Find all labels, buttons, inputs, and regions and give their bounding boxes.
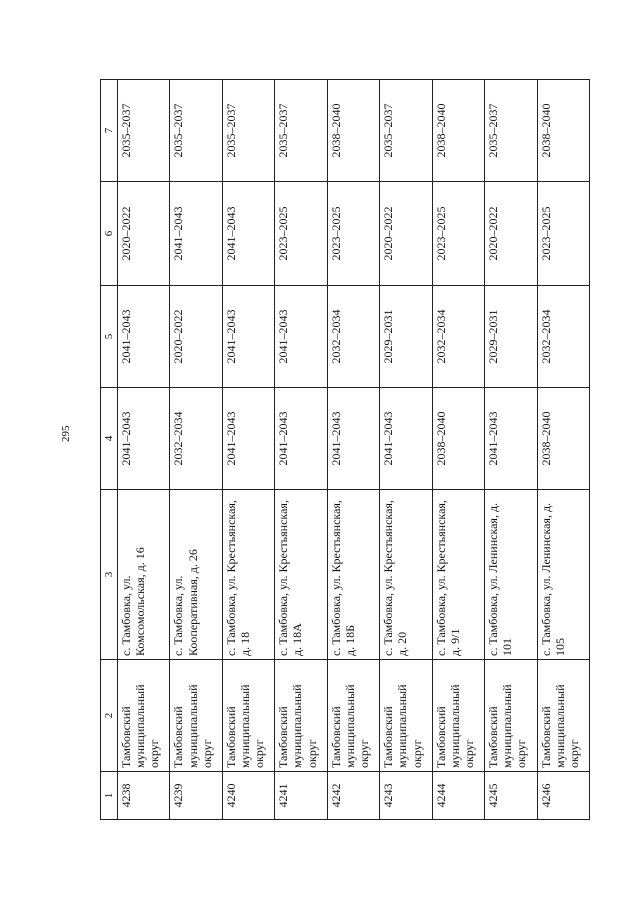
- period-cell: 2023–2025: [537, 182, 590, 286]
- table-row: [118, 80, 170, 820]
- address-cell: с. Тамбовка, ул. Крестьянская, д. 9/1: [432, 490, 484, 660]
- period-cell: 2038–2040: [432, 80, 484, 182]
- period-cell: 2041–2043: [485, 388, 537, 490]
- period-cell: 2041–2043: [327, 388, 379, 490]
- row-number: 4242: [327, 772, 379, 820]
- period-cell: 2029–2031: [380, 286, 432, 388]
- column-header: 2: [101, 660, 118, 772]
- period-cell: 2035–2037: [380, 80, 432, 182]
- period-cell: 2038–2040: [327, 80, 379, 182]
- period-cell: 2023–2025: [432, 182, 484, 286]
- period-cell: 2032–2034: [537, 286, 590, 388]
- period-cell: 2032–2034: [170, 388, 222, 490]
- schedule-table: [100, 79, 590, 820]
- table-row: [537, 80, 590, 820]
- period-cell: 2035–2037: [485, 80, 537, 182]
- period-cell: 2029–2031: [485, 286, 537, 388]
- district-cell: Тамбовский муниципальный округ: [380, 660, 432, 772]
- period-cell: 2038–2040: [537, 388, 590, 490]
- table-row: [432, 80, 484, 820]
- row-number: 4239: [170, 772, 222, 820]
- column-header: 6: [101, 182, 118, 286]
- address-cell: с. Тамбовка, ул. Кооперативная, д. 26: [170, 490, 222, 660]
- column-header: 7: [101, 80, 118, 182]
- address-cell: с. Тамбовка, ул. Крестьянская, д. 18: [222, 490, 274, 660]
- row-number: 4240: [222, 772, 274, 820]
- period-cell: 2041–2043: [170, 182, 222, 286]
- period-cell: 2020–2022: [170, 286, 222, 388]
- district-cell: Тамбовский муниципальный округ: [432, 660, 484, 772]
- column-header: 4: [101, 388, 118, 490]
- period-cell: 2035–2037: [170, 80, 222, 182]
- period-cell: 2038–2040: [432, 388, 484, 490]
- period-cell: 2041–2043: [275, 388, 327, 490]
- address-cell: с. Тамбовка, ул. Ленинская, д. 105: [537, 490, 590, 660]
- period-cell: 2035–2037: [222, 80, 274, 182]
- district-cell: Тамбовский муниципальный округ: [485, 660, 537, 772]
- period-cell: 2041–2043: [118, 286, 170, 388]
- period-cell: 2023–2025: [327, 182, 379, 286]
- period-cell: 2038–2040: [537, 80, 590, 182]
- district-cell: Тамбовский муниципальный округ: [537, 660, 590, 772]
- period-cell: 2020–2022: [118, 182, 170, 286]
- rotated-table-wrapper: [100, 80, 590, 820]
- table-row: [327, 80, 379, 820]
- period-cell: 2041–2043: [118, 388, 170, 490]
- address-cell: с. Тамбовка, ул. Крестьянская, д. 18Б: [327, 490, 379, 660]
- period-cell: 2035–2037: [118, 80, 170, 182]
- row-number: 4238: [118, 772, 170, 820]
- address-cell: с. Тамбовка, ул. Крестьянская, д. 18А: [275, 490, 327, 660]
- district-cell: Тамбовский муниципальный округ: [170, 660, 222, 772]
- period-cell: 2023–2025: [275, 182, 327, 286]
- address-cell: с. Тамбовка, ул. Комсомольская, д. 16: [118, 490, 170, 660]
- table-row: [485, 80, 537, 820]
- address-cell: с. Тамбовка, ул. Ленинская, д. 101: [485, 490, 537, 660]
- period-cell: 2020–2022: [485, 182, 537, 286]
- district-cell: Тамбовский муниципальный округ: [118, 660, 170, 772]
- table-header-row: [101, 80, 118, 820]
- table-row: [170, 80, 222, 820]
- column-header: 3: [101, 490, 118, 660]
- column-header: 5: [101, 286, 118, 388]
- period-cell: 2041–2043: [222, 286, 274, 388]
- column-header: 1: [101, 772, 118, 820]
- period-cell: 2020–2022: [380, 182, 432, 286]
- address-cell: с. Тамбовка, ул. Крестьянская, д. 20: [380, 490, 432, 660]
- period-cell: 2041–2043: [380, 388, 432, 490]
- period-cell: 2032–2034: [432, 286, 484, 388]
- row-number: 4246: [537, 772, 590, 820]
- period-cell: 2041–2043: [222, 182, 274, 286]
- district-cell: Тамбовский муниципальный округ: [275, 660, 327, 772]
- row-number: 4245: [485, 772, 537, 820]
- period-cell: 2035–2037: [275, 80, 327, 182]
- period-cell: 2032–2034: [327, 286, 379, 388]
- row-number: 4244: [432, 772, 484, 820]
- table-row: [380, 80, 432, 820]
- row-number: 4243: [380, 772, 432, 820]
- row-number: 4241: [275, 772, 327, 820]
- period-cell: 2041–2043: [222, 388, 274, 490]
- table-row: [222, 80, 274, 820]
- table-row: [275, 80, 327, 820]
- district-cell: Тамбовский муниципальный округ: [222, 660, 274, 772]
- period-cell: 2041–2043: [275, 286, 327, 388]
- district-cell: Тамбовский муниципальный округ: [327, 660, 379, 772]
- page-number: 295: [60, 425, 72, 442]
